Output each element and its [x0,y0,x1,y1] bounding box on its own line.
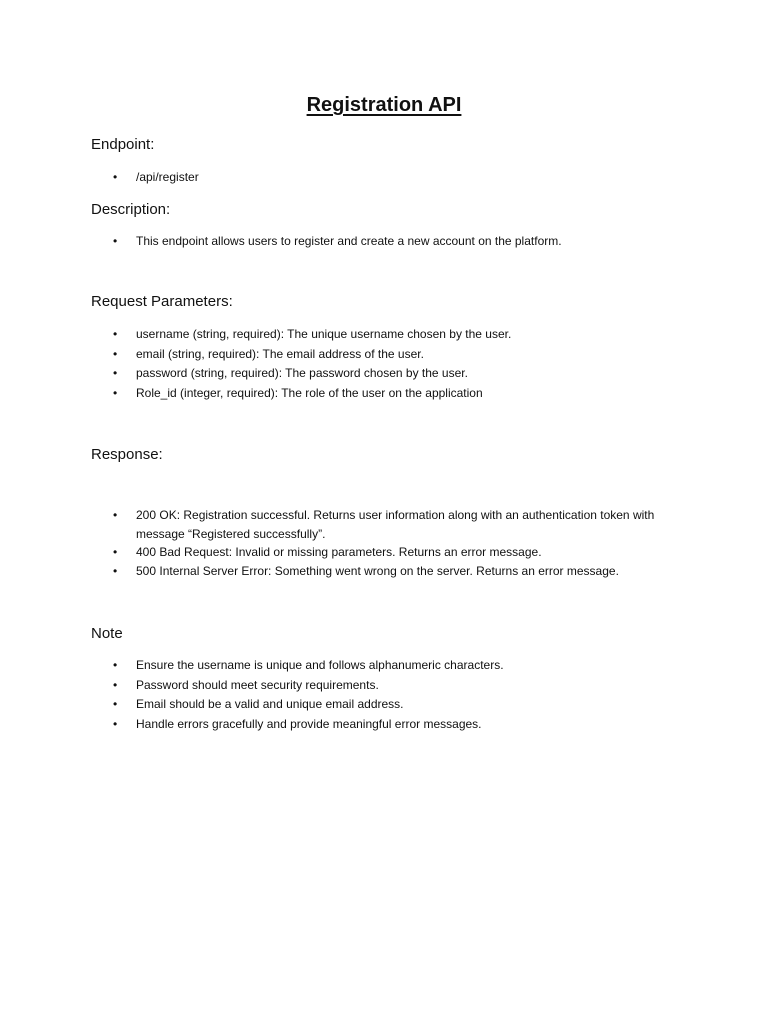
note-list [91,656,691,734]
list-item-text: This endpoint allows users to register and create a new account on the platform. [136,234,562,248]
note-heading: Note [91,625,123,642]
endpoint-list [91,168,691,188]
bullet-icon: • [113,366,118,380]
list-item-text: Role_id (integer, required): The role of the user on the application [136,385,483,400]
bullet-icon: • [113,234,118,248]
list-item [91,562,671,581]
bullet-icon: • [113,385,118,400]
bullet-icon: • [113,716,118,731]
list-item [91,345,691,365]
list-item [91,715,691,735]
list-item-text: 500 Internal Server Error: Something went wrong on the server. Returns an error message. [136,563,619,578]
list-item-text: email (string, required): The email address of the user. [136,346,424,361]
bullet-icon: • [113,697,118,711]
bullet-icon: • [113,170,118,184]
list-item [91,506,671,543]
list-item [91,695,691,715]
bullet-icon: • [113,677,118,692]
response-heading: Response: [91,446,163,463]
list-item-text: 200 OK: Registration successful. Returns user information along with an authentication token with message “Registered successfully”. [136,508,655,541]
list-item [91,384,691,404]
list-item [91,232,691,252]
request-parameters-list [91,325,691,403]
bullet-icon: • [113,327,118,341]
list-item [91,543,671,562]
description-heading: Description: [91,201,171,218]
bullet-icon: • [113,545,118,559]
list-item-text: password (string, required): The password chosen by the user. [136,366,468,380]
list-item [91,656,691,676]
bullet-icon: • [113,346,118,361]
list-item-text: 400 Bad Request: Invalid or missing parameters. Returns an error message. [136,545,542,559]
list-item-text: Password should meet security requirements. [136,677,379,692]
list-item [91,168,691,188]
bullet-icon: • [113,563,118,578]
list-item-text: Handle errors gracefully and provide meaningful error messages. [136,716,482,731]
list-item [91,676,691,696]
description-list [91,232,691,252]
list-item-text: Email should be a valid and unique email address. [136,697,404,711]
endpoint-heading: Endpoint: [91,136,155,153]
bullet-icon: • [113,658,118,672]
request-parameters-heading: Request Parameters: [91,293,233,310]
response-list [91,506,671,580]
list-item [91,325,691,345]
list-item-text: /api/register [136,170,199,184]
list-item [91,364,691,384]
list-item-text: username (string, required): The unique username chosen by the user. [136,327,512,341]
list-item-text: Ensure the username is unique and follows alphanumeric characters. [136,658,504,672]
page-title: Registration API [306,94,462,116]
bullet-icon: • [113,508,118,522]
